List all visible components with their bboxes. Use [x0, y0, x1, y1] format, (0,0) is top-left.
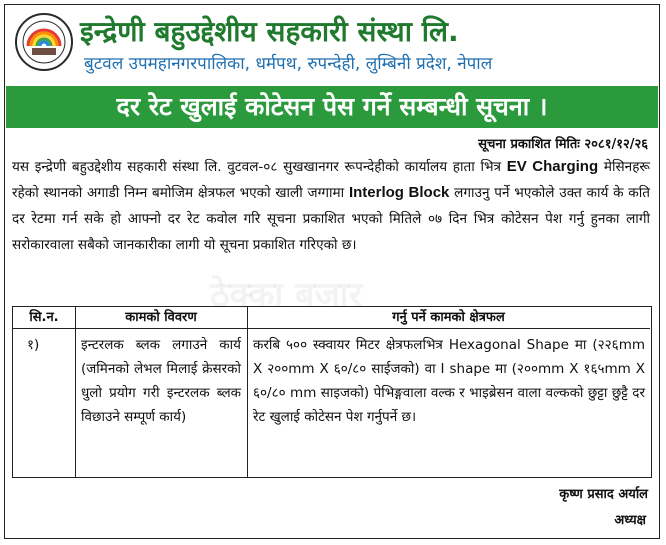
notice-body: [12, 154, 650, 258]
signer-designation: अध्यक्ष: [614, 513, 646, 528]
publish-date: सूचना प्रकाशित मितिः २०८१/१२/२६: [478, 137, 648, 152]
table-cell-sn: १): [27, 337, 40, 353]
work-details-table: [12, 306, 652, 478]
table-header-area: गर्नु पर्ने कामको क्षेत्रफल: [247, 307, 650, 329]
table-cell-area: करबि ५०० स्क्वायर मिटर क्षेत्रफलभित्र Hexagonal Shape मा (२२६mm X २००mm X ६०/८० साईजको) वा I shape मा (२००mm X १६५mm X ६०/८० mm साइजको) पेभिङ्गवाला वल्क र भाइब्रेसन वाला वल्कको छुट्टा छुट्टै दर रेट खुलाई कोटेसन पेश गर्नुपर्ने छ।: [253, 337, 645, 425]
table-cell-description: इन्टरलक ब्लक लगाउने कार्य (जमिनको लेभल मिलाई क्रेसरको धुलो प्रयोग गरी इन्टरलक ब्लक विछाउने सम्पूर्ण कार्य): [81, 337, 241, 425]
notice-title: दर रेट खुलाई कोटेसन पेस गर्ने सम्बन्धी सूचना ।: [116, 92, 548, 121]
organization-name: इन्द्रेणी बहुउद्देशीय सहकारी संस्था लि.: [80, 15, 459, 48]
signer-name: कृष्ण प्रसाद अर्याल: [559, 487, 648, 502]
cooperative-logo-icon: [14, 12, 74, 72]
table-divider: [247, 307, 248, 477]
body-emphasis-interlog: Interlog Block: [348, 184, 450, 201]
table-divider: [75, 307, 76, 477]
body-text-segment: मेसिनहरू रहेको स्थानको अगाडी निम्न बमोजिम क्षेत्रफल भएको खाली जग्गामा: [12, 159, 650, 201]
organization-address: बुटवल उपमहानगरपालिका, धर्मपथ, रुपन्देही, लुम्बिनी प्रदेश, नेपाल: [84, 54, 493, 74]
table-header-sn: सि.न.: [13, 307, 75, 329]
body-emphasis-ev: EV Charging: [506, 158, 599, 175]
watermark-text: ठेक्का बजार: [210, 275, 363, 315]
table-header-description: कामको विवरण: [75, 307, 247, 329]
notice-title-banner: [6, 86, 658, 128]
body-text-segment: लगाउनु पर्ने भएकोले उक्त कार्य के कति दर रेटमा गर्न सके हो आफ्नो दर रेट कवोल गरि सूचना प्रकाशित भएको मितिले ०७ दिन भित्र कोटेसन पेश गर्नु हुनका लागी सरोकारवाला सबैको जानकारीका लागी यो सूचना प्रकाशित गरिएको छ।: [12, 185, 650, 253]
body-text-segment: यस इन्द्रेणी बहुउद्देशीय सहकारी संस्था लि. वुटवल-०८ सुखखानगर रूपन्देहीको कार्यालय हाता भित्र: [12, 159, 507, 175]
